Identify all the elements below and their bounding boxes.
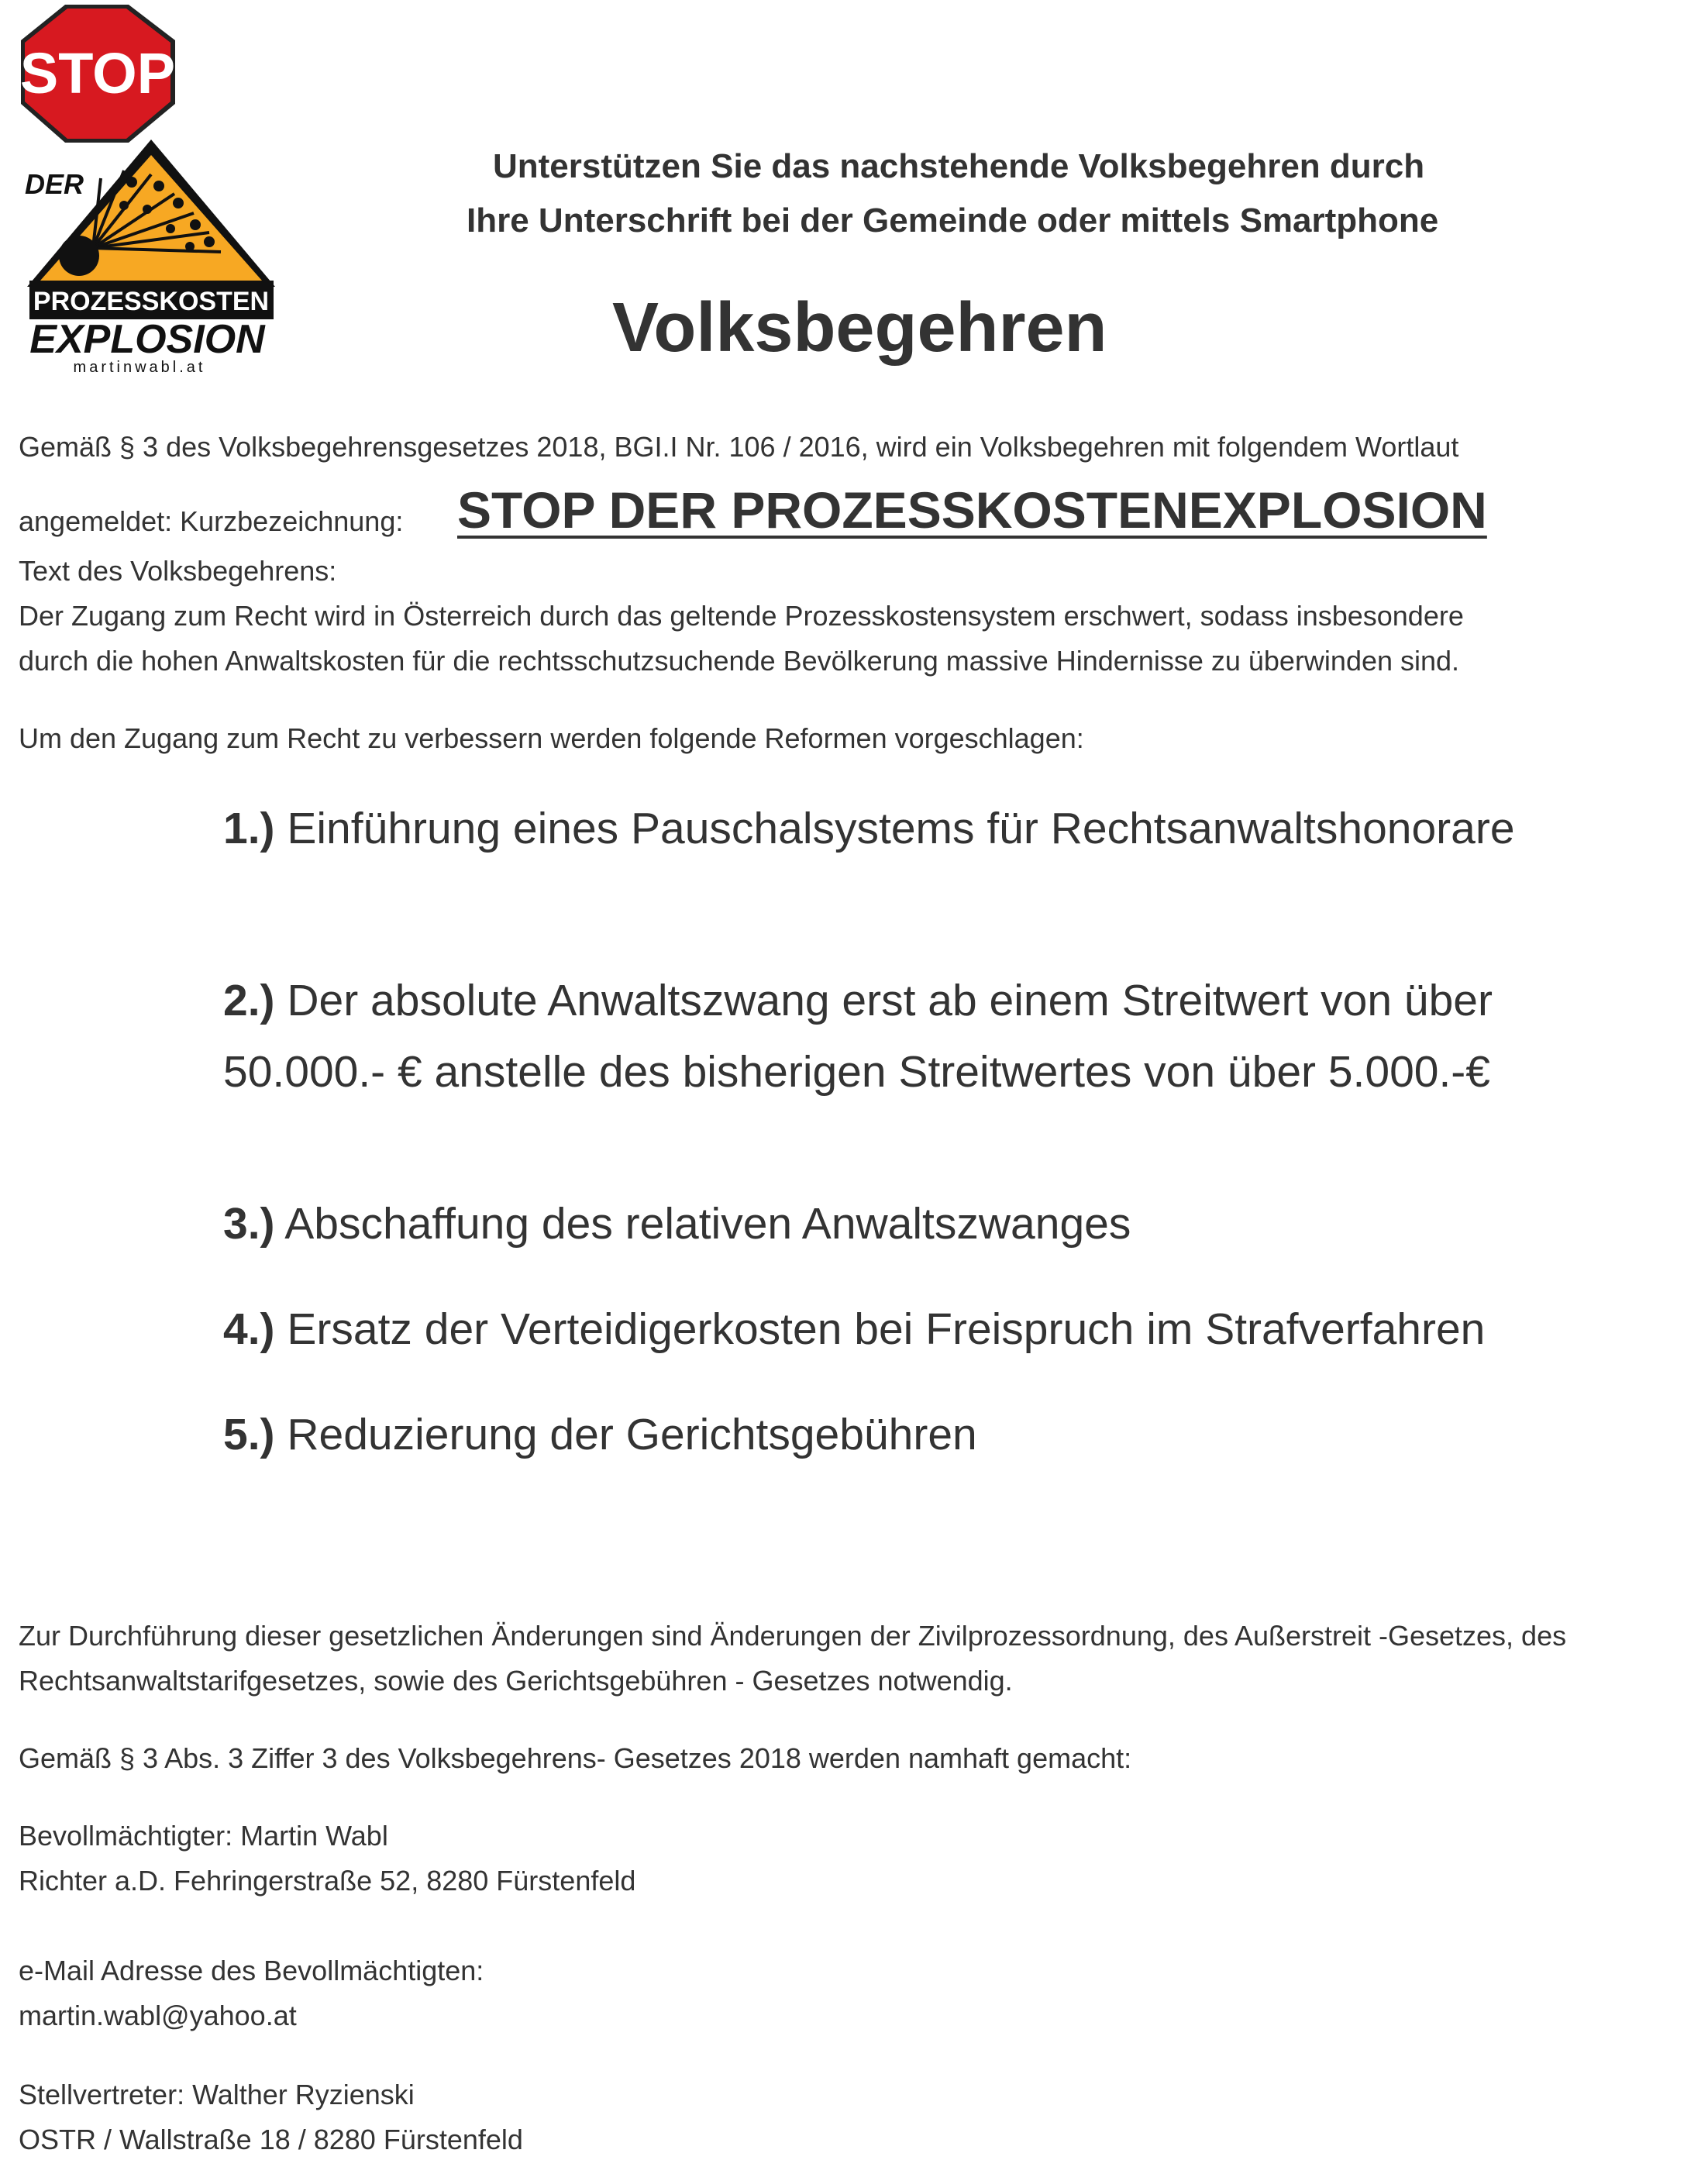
email-label: e-Mail Adresse des Bevollmächtigten: xyxy=(19,1955,484,1986)
reform-item-continuation: 50.000.- € anstelle des bisherigen Streitwertes von über 5.000.-€ xyxy=(223,1047,1490,1097)
text-label: Text des Volksbegehrens: xyxy=(19,555,337,587)
svg-text:STOP: STOP xyxy=(19,41,176,105)
reform-intro: Um den Zugang zum Recht zu verbessern werden folgende Reformen vorgeschlagen: xyxy=(19,722,1084,754)
stop-sign-icon xyxy=(15,0,181,147)
reform-text: Einführung eines Pauschalsystems für Rechtsanwaltshonorare xyxy=(274,804,1515,853)
reform-number: 2.) xyxy=(223,976,275,1025)
reform-item xyxy=(223,1409,977,1460)
reform-item xyxy=(223,1198,1131,1249)
email-address: martin.wabl@yahoo.at xyxy=(19,2000,297,2031)
reform-text: Abschaffung des relativen Anwaltszwanges xyxy=(274,1199,1131,1249)
reform-text: Ersatz der Verteidigerkosten bei Freispruch im Strafverfahren xyxy=(274,1304,1486,1354)
text-line-2: durch die hohen Anwaltskosten für die rechtsschutzsuchende Bevölkerung massive Hindernisse zu überwinden sind. xyxy=(19,645,1460,677)
text-line-1: Der Zugang zum Recht wird in Österreich durch das geltende Prozesskostensystem erschwert, sodass insbesondere xyxy=(19,600,1464,632)
prozesskosten-explosion-logo xyxy=(15,0,279,380)
agent-line: Bevollmächtigter: Martin Wabl xyxy=(19,1820,388,1852)
logo-explosion-text: EXPLOSION xyxy=(29,317,265,362)
deputy-line: Stellvertreter: Walther Ryzienski xyxy=(19,2079,415,2110)
impl-line-1: Zur Durchführung dieser gesetzlichen Änderungen sind Änderungen der Zivilprozessordnung, des Außerstreit -Gesetzes, des xyxy=(19,1620,1567,1652)
impl-line-2: Rechtsanwaltstarifgesetzes, sowie des Gerichtsgebühren - Gesetzes notwendig. xyxy=(19,1665,1013,1697)
reform-number: 1.) xyxy=(223,804,275,853)
deputy-address: OSTR / Wallstraße 18 / 8280 Fürstenfeld xyxy=(19,2124,523,2155)
reform-item xyxy=(223,803,1515,854)
reform-text: Reduzierung der Gerichtsgebühren xyxy=(274,1410,977,1459)
reform-item xyxy=(223,975,1493,1026)
reform-number: 5.) xyxy=(223,1410,275,1459)
logo-der-text: DER xyxy=(25,168,84,200)
agent-address: Richter a.D. Fehringerstraße 52, 8280 Fürstenfeld xyxy=(19,1865,636,1897)
short-title: STOP DER PROZESSKOSTENEXPLOSION xyxy=(457,481,1487,539)
reform-number: 3.) xyxy=(223,1199,275,1249)
header-line-2: Ihre Unterschrift bei der Gemeinde oder mittels Smartphone xyxy=(467,202,1439,239)
reform-number: 4.) xyxy=(223,1304,275,1354)
logo-site-text: martinwabl.at xyxy=(73,359,206,376)
page-title: Volksbegehren xyxy=(612,289,1107,367)
intro-line-2: angemeldet: Kurzbezeichnung: xyxy=(19,505,404,537)
reform-text: Der absolute Anwaltszwang erst ab einem Streitwert von über xyxy=(274,976,1493,1025)
header-line-1: Unterstützen Sie das nachstehende Volksbegehren durch xyxy=(493,147,1425,185)
intro-line-1: Gemäß § 3 des Volksbegehrensgesetzes 2018, BGI.I Nr. 106 / 2016, wird ein Volksbegehren mit folgendem Wortlaut xyxy=(19,431,1459,463)
logo-band-text: PROZESSKOSTEN xyxy=(33,287,270,316)
reform-item xyxy=(223,1304,1485,1355)
named-line: Gemäß § 3 Abs. 3 Ziffer 3 des Volksbegehrens- Gesetzes 2018 werden namhaft gemacht: xyxy=(19,1742,1132,1774)
